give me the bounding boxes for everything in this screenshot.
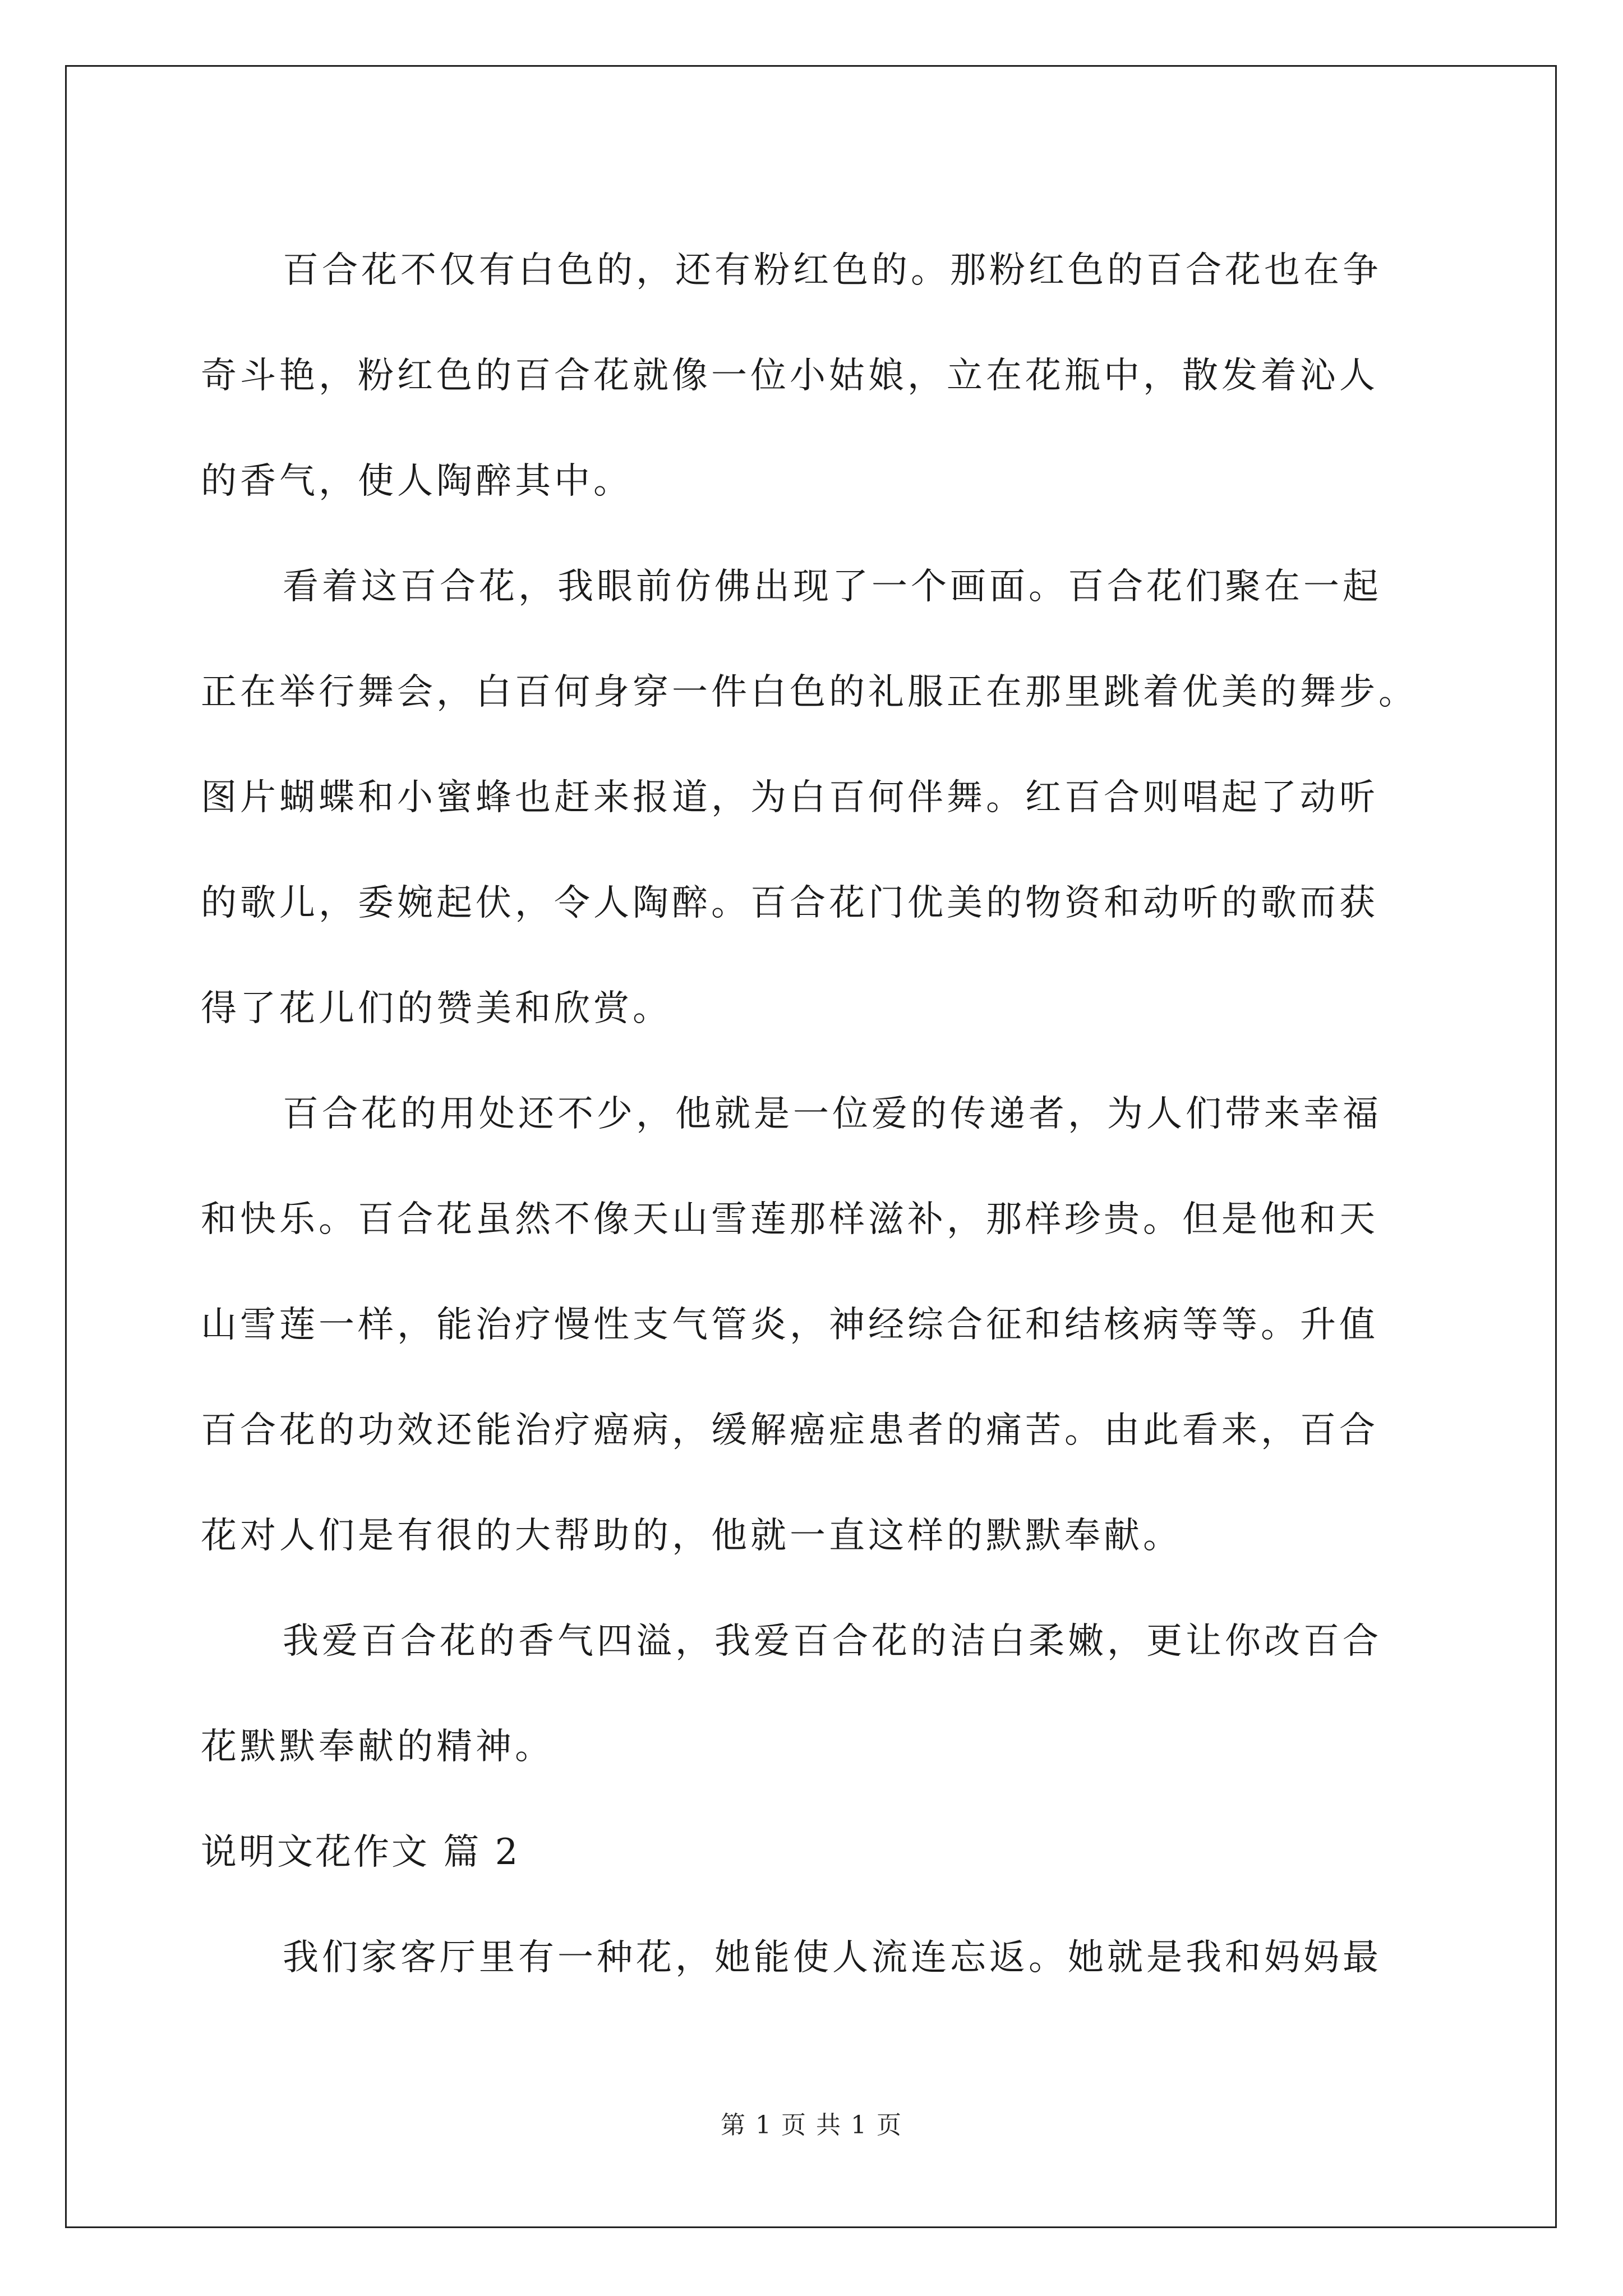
- paragraph-line: 看着这百合花，我眼前仿佛出现了一个画面。百合花们聚在一起: [283, 566, 1382, 608]
- document-body: [201, 218, 1423, 2010]
- section-heading: 说明文花作文 篇 2: [201, 1832, 520, 1873]
- paragraph-line: 花对人们是有很的大帮助的，他就一直这样的默默奉献。: [201, 1515, 1182, 1557]
- paragraph-line: 百合花的功效还能治疗癌病，缓解癌症患者的痛苦。由此看来，百合: [201, 1410, 1378, 1451]
- paragraph-2: [201, 534, 1423, 1061]
- paragraph-line: 正在举行舞会，白百何身穿一件白色的礼服正在那里跳着优美的舞步。: [201, 671, 1418, 713]
- paragraph-line: 图片蝴蝶和小蜜蜂也赶来报道，为白百何伴舞。红百合则唱起了动听: [201, 777, 1378, 818]
- paragraph-line: 的歌儿，委婉起伏，令人陶醉。百合花门优美的物资和动听的歌而获: [201, 882, 1378, 924]
- paragraph-line: 花默默奉献的精神。: [201, 1726, 554, 1768]
- paragraph-line: 和快乐。百合花虽然不像天山雪莲那样滋补，那样珍贵。但是他和天: [201, 1199, 1378, 1240]
- paragraph-line: 奇斗艳，粉红色的百合花就像一位小姑娘，立在花瓶中，散发着沁人: [201, 355, 1378, 397]
- paragraph-3: [201, 1061, 1423, 1589]
- paragraph-5: [201, 1905, 1423, 2010]
- page-number-footer: 第 1 页 共 1 页: [721, 2111, 902, 2139]
- paragraph-1: [201, 218, 1423, 534]
- paragraph-line: 山雪莲一样，能治疗慢性支气管炎，神经综合征和结核病等等。升值: [201, 1304, 1378, 1346]
- paragraph-line: 我爱百合花的香气四溢，我爱百合花的洁白柔嫩，更让你改百合: [283, 1621, 1382, 1662]
- paragraph-line: 得了花儿们的赞美和欣赏。: [201, 988, 672, 1029]
- paragraph-line: 的香气，使人陶醉其中。: [201, 461, 633, 502]
- paragraph-line: 百合花的用处还不少，他就是一位爱的传递者，为人们带来幸福: [283, 1093, 1382, 1135]
- paragraph-4: [201, 1589, 1423, 1800]
- paragraph-line: 我们家客厅里有一种花，她能使人流连忘返。她就是我和妈妈最: [283, 1937, 1382, 1978]
- paragraph-line: 百合花不仅有白色的，还有粉红色的。那粉红色的百合花也在争: [283, 250, 1382, 291]
